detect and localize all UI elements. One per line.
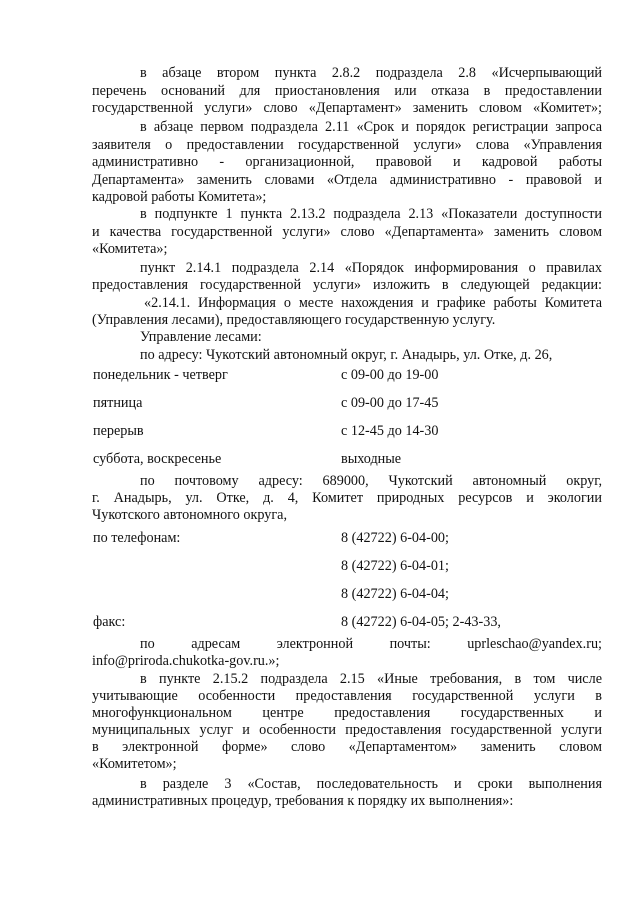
text-line: «2.14.1. Информация о месте нахождения и графике работы Комитета: [144, 295, 602, 311]
text-line: в пункте 2.15.2 подраздела 2.15 «Иные требования, в том числе: [140, 671, 602, 687]
address-line: [92, 347, 602, 365]
phone-number: 8 (42722) 6-04-01;: [341, 558, 449, 574]
phone-row: [0, 529, 640, 547]
schedule-row: [0, 394, 640, 412]
phone-number: 8 (42722) 6-04-00;: [341, 530, 449, 546]
text-line: учитывающие особенности предоставления государственной услуги в: [92, 688, 602, 704]
phone-row: [0, 557, 640, 575]
email-addresses: [92, 636, 602, 670]
forest-department-heading: [92, 329, 602, 347]
fax-number: 8 (42722) 6-04-05; 2-43-33,: [341, 614, 501, 630]
text-line: в подпункте 1 пункта 2.13.2 подраздела 2.13 «Показатели доступности: [140, 206, 602, 222]
phones-label: по телефонам:: [93, 530, 181, 546]
paragraph-2-15-2: [92, 671, 602, 773]
schedule-value: с 09-00 до 17-45: [341, 395, 439, 411]
schedule-label: понедельник - четверг: [93, 367, 228, 383]
text-line: пункт 2.14.1 подраздела 2.14 «Порядок информирования о правилах: [140, 260, 602, 276]
fax-label: факс:: [93, 614, 126, 630]
text-line: в абзаце втором пункта 2.8.2 подраздела 2.8 «Исчерпывающий: [140, 65, 602, 81]
text-line: предоставления государственной услуги» изложить в следующей редакции:: [92, 277, 602, 293]
schedule-label: суббота, воскресенье: [93, 451, 222, 467]
text-line: «Комитетом»;: [92, 756, 177, 772]
schedule-value: с 12-45 до 14-30: [341, 423, 439, 439]
text-line: административных процедур, требования к порядку их выполнения»:: [92, 793, 514, 809]
text-line: (Управления лесами), предоставляющего государственную услугу.: [92, 312, 496, 328]
phone-row: [0, 585, 640, 603]
schedule-row: [0, 450, 640, 468]
text-line: по адресу: Чукотский автономный округ, г. Анадырь, ул. Отке, д. 26,: [140, 347, 553, 363]
schedule-value: с 09-00 до 19-00: [341, 367, 439, 383]
text-line: в разделе 3 «Состав, последовательность и сроки выполнения: [140, 776, 602, 792]
paragraph-2-8-2: [92, 65, 602, 118]
schedule-label: пятница: [93, 395, 143, 411]
postal-address: [92, 473, 602, 524]
text-line: г. Анадырь, ул. Отке, д. 4, Комитет природных ресурсов и экологии: [92, 490, 602, 506]
text-line: и качества государственной услуги» слово «Департамента» заменить словом: [92, 223, 602, 240]
text-line: по адресам электронной почты: uprleschao@yandex.ru;: [140, 636, 602, 652]
schedule-label: перерыв: [93, 423, 144, 439]
fax-row: [0, 613, 640, 631]
text-line: многофункциональном центре предоставления государственных и: [92, 705, 602, 721]
text-line: Чукотского автономного округа,: [92, 507, 288, 523]
phone-number: 8 (42722) 6-04-04;: [341, 586, 449, 602]
paragraph-2-13-2: [92, 206, 602, 259]
text-line: в электронной форме» слово «Департаментом» заменить словом: [92, 739, 602, 755]
paragraph-2-11: [92, 119, 602, 207]
text-line: по почтовому адресу: 689000, Чукотский автономный округ,: [140, 473, 602, 489]
text-line: кадровой работы Комитета»;: [92, 189, 267, 206]
schedule-row: [0, 422, 640, 440]
text-line: info@priroda.chukotka-gov.ru.»;: [92, 653, 280, 669]
text-line: перечень оснований для приостановления или отказа в предоставлении: [92, 82, 602, 99]
text-line: государственной услуги» слово «Департамент» заменить словом «Комитет»;: [92, 100, 602, 117]
text-line: Управление лесами:: [140, 329, 262, 345]
text-line: муниципальных услуг и особенности предоставления государственной услуги: [92, 722, 602, 738]
text-line: «Комитета»;: [92, 241, 168, 258]
text-line: в абзаце первом подраздела 2.11 «Срок и порядок регистрации запроса: [140, 119, 602, 135]
paragraph-section-3: [92, 776, 602, 810]
schedule-value: выходные: [341, 451, 402, 467]
paragraph-quoted-2-14-1: [92, 295, 602, 329]
schedule-row: [0, 366, 640, 384]
text-line: Департамента» заменить словами «Отдела административно - правовой и: [92, 171, 602, 188]
paragraph-2-14-1: [92, 260, 602, 294]
text-line: административно - организационной, правовой и кадровой работы: [92, 154, 602, 171]
text-line: заявителя о предоставлении государственной услуги» слова «Управления: [92, 136, 602, 153]
